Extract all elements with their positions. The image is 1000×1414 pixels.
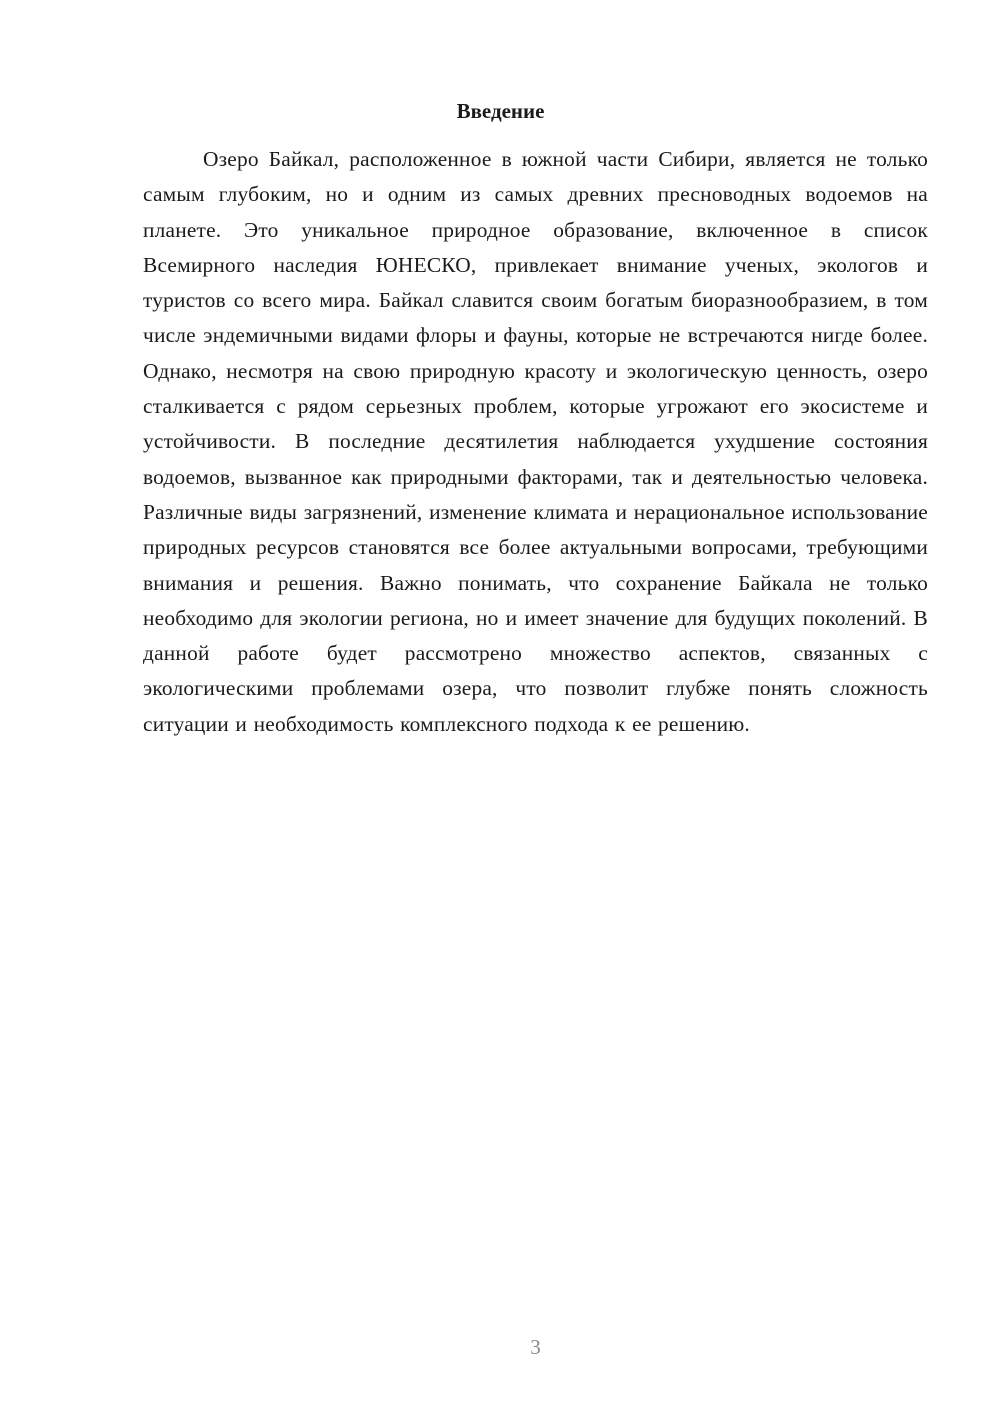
- section-heading: Введение: [456, 99, 545, 123]
- body-paragraph: Озеро Байкал, расположенное в южной части Сибири, является не только самым глубоким, но и одним из самых древних пресноводных водоемов на планете. Это уникальное природное образование, включенное в список Всемирного наследия ЮНЕСКО, привлекает внимание ученых, экологов и туристов со всего мира. Байкал славится своим богатым биоразнообразием, в том числе эндемичными видами флоры и фауны, которые не встречаются нигде более. Однако, несмотря на свою природную красоту и экологическую ценность, озеро сталкивается с рядом серьезных проблем, которые угрожают его экосистеме и устойчивости. В последние десятилетия наблюдается ухудшение состояния водоемов, вызванное как природными факторами, так и деятельностью человека. Различные виды загрязнений, изменение климата и нерациональное использование природных ресурсов становятся все более актуальными вопросами, требующими внимания и решения. Важно понимать, что сохранение Байкала не только необходимо для экологии региона, но и имеет значение для будущих поколений. В данной работе будет рассмотрено множество аспектов, связанных с экологическими проблемами озера, что позволит глубже понять сложность ситуации и необходимость комплексного подхода к ее решению.: [143, 147, 928, 736]
- page-number: 3: [530, 1335, 541, 1359]
